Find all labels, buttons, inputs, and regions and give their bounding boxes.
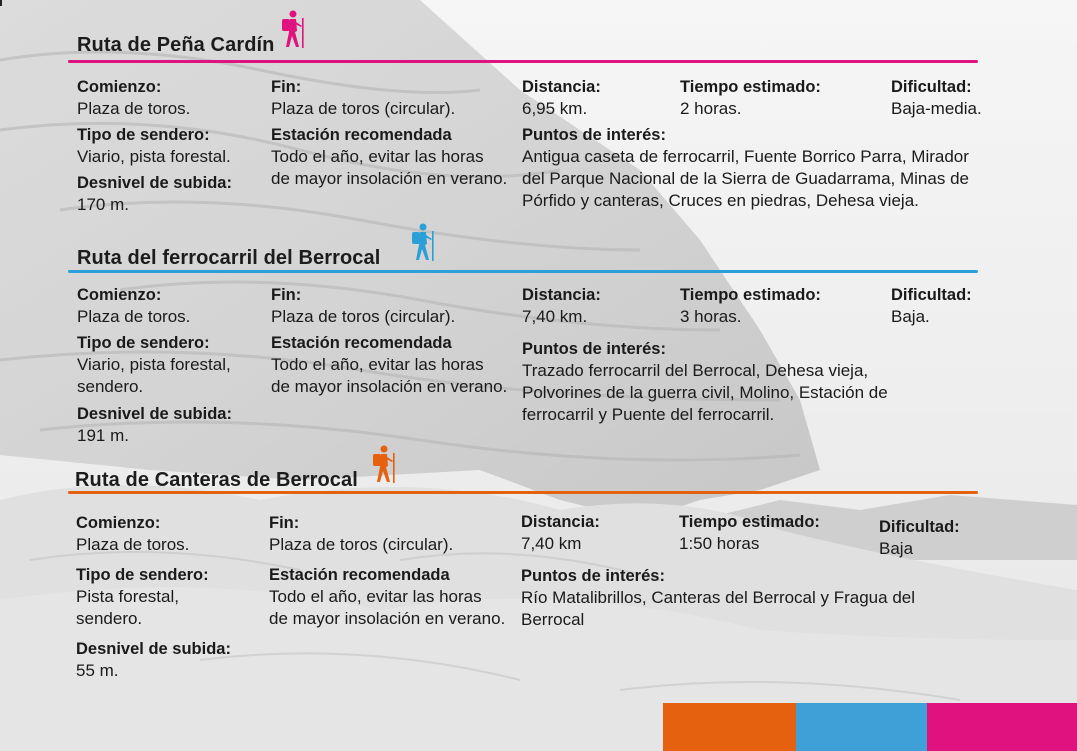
tipo-de-sendero: Tipo de sendero: Viario, pista forestal, sendero. bbox=[77, 334, 231, 396]
estacion-recomendada: Estación recomendada Todo el año, evitar las horas de mayor insolación en verano. bbox=[271, 334, 508, 396]
desnivel-de-subida: Desnivel de subida: 170 m. bbox=[77, 174, 232, 214]
distancia: Distancia: 7,40 km. bbox=[522, 286, 601, 326]
tiempo-estimado: Tiempo estimado: 1:50 horas bbox=[679, 513, 820, 553]
hiker-icon bbox=[276, 10, 308, 48]
color-swatch-magenta bbox=[927, 703, 1077, 751]
desnivel-de-subida: Desnivel de subida: 55 m. bbox=[76, 640, 231, 680]
tiempo-estimado: Tiempo estimado: 3 horas. bbox=[680, 286, 821, 326]
comienzo: Comienzo: Plaza de toros. bbox=[77, 78, 191, 118]
hiker-icon bbox=[367, 445, 399, 483]
fin: Fin: Plaza de toros (circular). bbox=[269, 514, 454, 554]
tiempo-estimado: Tiempo estimado: 2 horas. bbox=[680, 78, 821, 118]
tipo-de-sendero: Tipo de sendero: Viario, pista forestal. bbox=[77, 126, 231, 166]
color-swatch-blue bbox=[796, 703, 927, 751]
estacion-recomendada: Estación recomendada Todo el año, evitar las horas de mayor insolación en verano. bbox=[269, 566, 506, 628]
route-title: Ruta de Peña Cardín bbox=[77, 34, 275, 56]
fin: Fin: Plaza de toros (circular). bbox=[271, 78, 456, 118]
puntos-de-interes: Puntos de interés: Río Matalibrillos, Canteras del Berrocal y Fragua del Berrocal bbox=[521, 567, 916, 629]
dificultad: Dificultad: Baja bbox=[879, 518, 960, 558]
tipo-de-sendero: Tipo de sendero: Pista forestal, sendero. bbox=[76, 566, 209, 628]
route-title: Ruta del ferrocarril del Berrocal bbox=[77, 247, 381, 269]
route-title: Ruta de Canteras de Berrocal bbox=[75, 469, 358, 491]
section-divider bbox=[68, 491, 978, 494]
puntos-de-interes: Puntos de interés: Antigua caseta de ferrocarril, Fuente Borrico Parra, Mirador del Parque Nacional de la Sierra de Guadarrama, Minas de Pórfido y canteras, Cruces en piedras, Dehesa vieja. bbox=[522, 126, 969, 210]
fin: Fin: Plaza de toros (circular). bbox=[271, 286, 456, 326]
section-divider bbox=[68, 270, 978, 273]
hiker-icon bbox=[406, 223, 438, 261]
crop-mark bbox=[0, 0, 2, 6]
dificultad: Dificultad: Baja. bbox=[891, 286, 972, 326]
section-divider bbox=[68, 60, 978, 63]
dificultad: Dificultad: Baja-media. bbox=[891, 78, 982, 118]
comienzo: Comienzo: Plaza de toros. bbox=[76, 514, 190, 554]
distancia: Distancia: 6,95 km. bbox=[522, 78, 601, 118]
estacion-recomendada: Estación recomendada Todo el año, evitar las horas de mayor insolación en verano. bbox=[271, 126, 508, 188]
distancia: Distancia: 7,40 km bbox=[521, 513, 600, 553]
desnivel-de-subida: Desnivel de subida: 191 m. bbox=[77, 405, 232, 445]
puntos-de-interes: Puntos de interés: Trazado ferrocarril del Berrocal, Dehesa vieja, Polvorines de la guerra civil, Molino, Estación de ferrocarril y Puente del ferrocarril. bbox=[522, 340, 888, 424]
comienzo: Comienzo: Plaza de toros. bbox=[77, 286, 191, 326]
color-swatch-orange bbox=[663, 703, 796, 751]
